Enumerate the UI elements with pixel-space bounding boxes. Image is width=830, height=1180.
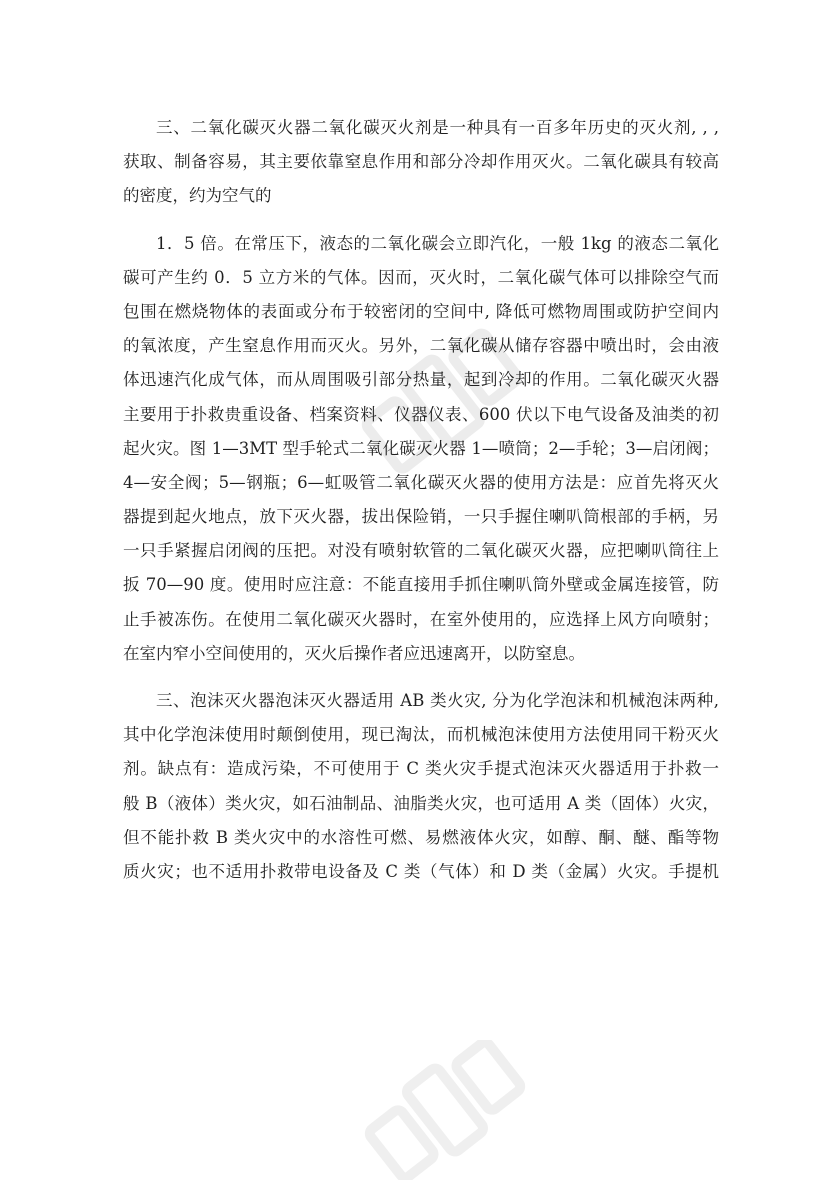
text-line: 体迅速汽化成气体，而从周围吸引部分热量，起到冷却的作用。二氧化碳灭火器 (123, 370, 719, 390)
text-line: 般 B（液体）类火灾，如石油制品、油脂类火灾，也可适用 A 类（固体）火灾， (123, 793, 719, 813)
text-line: 但不能扑救 B 类火灾中的水溶性可燃、易燃液体火灾，如醇、酮、醚、酯等物 (123, 827, 719, 847)
text-line: 三、二氧化碳灭火器二氧化碳灭火剂是一种具有一百多年历史的灭火剂, , , (156, 118, 719, 137)
text-line: 的密度，约为空气的 (123, 186, 272, 206)
text-line: 的氧浓度，产生窒息作用而灭火。另外，二氧化碳从储存容器中喷出时，会由液 (123, 336, 719, 356)
paragraph-co2-intro (123, 111, 719, 214)
text-line: 获取、制备容易，其主要依靠窒息作用和部分冷却作用灭火。二氧化碳具有较高 (123, 152, 719, 172)
text-line: 扳 70—90 度。使用时应注意：不能直接用手抓住喇叭筒外壁或金属连接管，防 (123, 575, 719, 595)
document-body (123, 111, 719, 902)
watermark-logo-icon (330, 1040, 560, 1180)
text-line: 质火灾；也不适用扑救带电设备及 C 类（气体）和 D 类（金属）火灾。手提机 (123, 861, 719, 881)
text-line: 包围在燃烧物体的表面或分布于较密闭的空间中, 降低可燃物周围或防护空间内 (123, 301, 719, 321)
paragraph-foam-extinguisher (123, 684, 719, 889)
text-line: 剂。缺点有：造成污染，不可使用于 C 类火灾手提式泡沫灭火器适用于扑救一 (123, 759, 719, 779)
paragraph-co2-details (123, 227, 719, 671)
text-line: 一只手紧握启闭阀的压把。对没有喷射软管的二氧化碳灭火器，应把喇叭筒往上 (123, 541, 719, 561)
text-line: 止手被冻伤。在使用二氧化碳灭火器时，在室外使用的，应选择上风方向喷射； (123, 609, 719, 629)
text-line: 4—安全阀；5—钢瓶；6—虹吸管二氧化碳灭火器的使用方法是：应首先将灭火 (123, 472, 719, 492)
text-line: 1．5 倍。在常压下，液态的二氧化碳会立即汽化，一般 1kg 的液态二氧化 (156, 233, 719, 253)
text-line: 在室内窄小空间使用的，灭火后操作者应迅速离开，以防窒息。 (123, 643, 585, 663)
text-line: 三、泡沫灭火器泡沫灭火器适用 AB 类火灾, 分为化学泡沫和机械泡沫两种, (156, 691, 719, 710)
text-line: 其中化学泡沫使用时颠倒使用，现已淘汰，而机械泡沫使用方法使用同干粉灭火 (123, 725, 719, 745)
text-line: 起火灾。图 1—3MT 型手轮式二氧化碳灭火器 1—喷筒；2—手轮；3—启闭阀； (123, 438, 719, 458)
text-line: 碳可产生约 0．5 立方米的气体。因而，灭火时，二氧化碳气体可以排除空气而 (123, 267, 719, 287)
text-line: 器提到起火地点，放下灭火器，拔出保险销，一只手握住喇叭筒根部的手柄，另 (123, 507, 719, 527)
watermark-bottom (330, 1040, 560, 1180)
text-line: 主要用于扑救贵重设备、档案资料、仪器仪表、600 伏以下电气设备及油类的初 (123, 404, 719, 424)
